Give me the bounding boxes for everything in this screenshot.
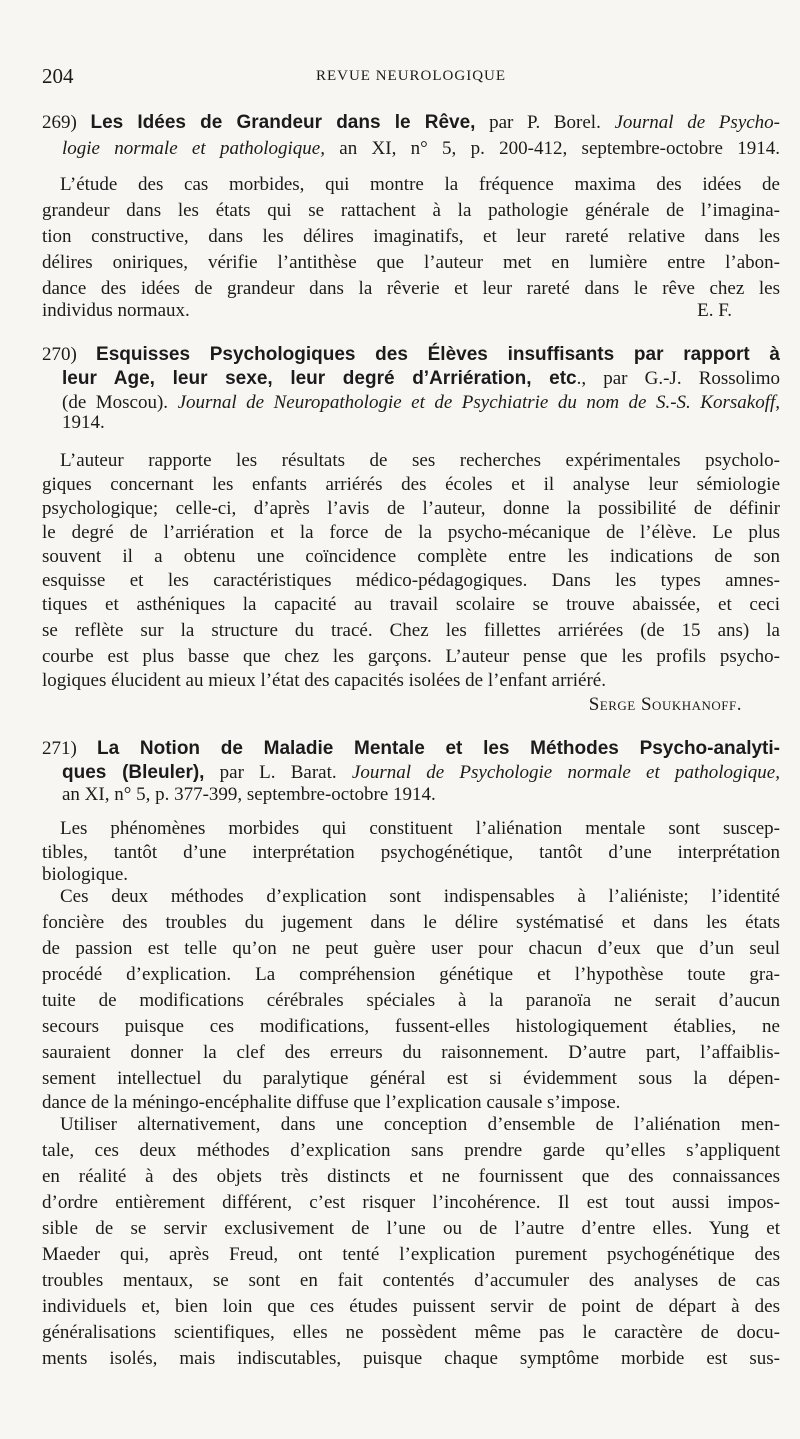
- body-line: Maeder qui, après Freud, ont tenté l’explication purement psychogénétique des: [42, 1244, 780, 1265]
- body-line: troubles mentaux, se sont en fait contentés d’accumuler des analyses de cas: [42, 1270, 780, 1291]
- body-line: le degré de l’arriération et la force de la psycho-mécanique de l’élève. Le plus: [42, 522, 780, 543]
- article-title: La Notion de Maladie Mentale et les Méthodes Psycho-analyti-: [97, 738, 780, 759]
- article-number: 271): [42, 738, 77, 759]
- article-journal: Journal de Psychologie normale et pathologique,: [351, 762, 780, 783]
- article-journal: logie normale et pathologique,: [62, 138, 325, 159]
- article-journal: Journal de Psycho-: [614, 112, 781, 133]
- article-number: 270): [42, 344, 77, 365]
- body-line: délires oniriques, vérifie l’antithèse que l’auteur met en lumière entre l’abon-: [42, 252, 780, 273]
- body-line-last: individus normaux.: [42, 300, 190, 321]
- article-title: leur Age, leur sexe, leur degré d’Arriération, etc: [62, 368, 577, 389]
- body-line: secours puisque ces modifications, fussent-elles histologiquement établies, ne: [42, 1016, 780, 1037]
- page-number: 204: [42, 64, 74, 88]
- article-number: 269): [42, 112, 77, 133]
- body-line: psychologique; celle-ci, d’après l’avis de l’auteur, donne la possibilité de définir: [42, 498, 780, 519]
- article-title: ques (Bleuler),: [62, 762, 205, 783]
- article-270-title-line-1: [42, 342, 780, 368]
- body-line: généralisations scientifiques, elles ne possèdent même pas le caractère de docu-: [42, 1322, 780, 1343]
- body-line: courbe est plus basse que chez les garçons. L’auteur pense que les profils psycho-: [42, 646, 780, 667]
- body-line: de passion est telle qu’on ne peut guère user pour chacun d’eux que d’un seul: [42, 938, 780, 959]
- article-271-title-line-1: [42, 736, 780, 762]
- article-citation: an XI, n° 5, p. 200-412, septembre-octobre 1914.: [324, 138, 780, 159]
- body-line: sement intellectuel du paralytique général est si évidemment sous la dépen-: [42, 1068, 780, 1089]
- article-signature: E. F.: [697, 300, 732, 321]
- body-line: tale, ces deux méthodes d’explication sans prendre garde qu’elles s’appliquent: [42, 1140, 780, 1161]
- body-line: Les phénomènes morbides qui constituent l’aliénation mentale sont suscep-: [60, 818, 780, 839]
- article-signature: Serge Soukhanoff.: [588, 694, 742, 715]
- body-line: L’auteur rapporte les résultats de ses recherches expérimentales psycholo-: [60, 450, 780, 471]
- running-head: REVUE NEUROLOGIQUE: [315, 68, 507, 84]
- article-author: par L. Barat.: [204, 762, 352, 783]
- article-author: par P. Borel.: [475, 112, 615, 133]
- article-title: Esquisses Psychologiques des Élèves insuffisants par rapport à: [96, 344, 781, 365]
- body-line-last: biologique.: [42, 864, 129, 885]
- article-title: Les Idées de Grandeur dans le Rêve,: [90, 112, 476, 133]
- body-line-last: dance de la méningo-encéphalite diffuse que l’explication causale s’impose.: [42, 1092, 621, 1113]
- body-line: dance des idées de grandeur dans la rêverie et leur rareté dans le rêve chez les: [42, 278, 780, 299]
- article-270-title-line-2: [62, 366, 780, 392]
- body-line: Utiliser alternativement, dans une conception d’ensemble de l’aliénation men-: [60, 1114, 780, 1135]
- body-line: tiques et asthéniques la capacité au travail scolaire se trouve abaissée, et ceci: [42, 594, 780, 615]
- body-line-last: logiques élucident au mieux l’état des capacités isolées de l’enfant arriéré.: [42, 670, 606, 691]
- article-269-title-line-1: [42, 110, 780, 136]
- body-line: ments isolés, mais indiscutables, puisque chaque symptôme morbide est sus-: [42, 1348, 780, 1369]
- article-269-title-line-2: [62, 136, 780, 162]
- body-line: Ces deux méthodes d’explication sont indispensables à l’aliéniste; l’identité: [60, 886, 780, 907]
- body-line: grandeur dans les états qui se rattachent à la pathologie générale de l’imagina-: [42, 200, 780, 221]
- article-author: ., par G.-J. Rossolimo: [576, 368, 780, 389]
- page-header: [42, 64, 780, 94]
- body-line: tuite de modifications cérébrales spéciales à la paranoïa ne serait d’aucun: [42, 990, 780, 1011]
- body-line: L’étude des cas morbides, qui montre la fréquence maxima des idées de: [60, 174, 780, 195]
- body-line: souvent il a obtenu une coïncidence complète entre les indications de son: [42, 546, 780, 567]
- body-line: en réalité à des objets très distincts et ne fournissent que des connaissances: [42, 1166, 780, 1187]
- body-line: tibles, tantôt d’une interprétation psychogénétique, tantôt d’une interprétation: [42, 842, 780, 863]
- article-271-title-line-3: an XI, n° 5, p. 377-399, septembre-octobre 1914.: [62, 784, 436, 805]
- article-journal: Journal de Neuropathologie et de Psychiatrie du nom de S.-S. Korsakoff,: [177, 392, 780, 413]
- body-line: sible de se servir exclusivement de l’une ou de l’autre d’entre elles. Yung et: [42, 1218, 780, 1239]
- body-line: esquisse et les caractéristiques médico-pédagogiques. Dans les types amnes-: [42, 570, 780, 591]
- body-line: sauraient donner la clef des erreurs du raisonnement. D’autre part, l’affaiblis-: [42, 1042, 780, 1063]
- article-citation: (de Moscou).: [62, 392, 178, 413]
- body-line: tion constructive, dans les délires imaginatifs, et leur rareté relative dans les: [42, 226, 780, 247]
- body-line: procédé d’explication. La compréhension génétique et l’hypothèse toute gra-: [42, 964, 780, 985]
- body-line: individuels et, bien loin que ces études puissent servir de point de départ à des: [42, 1296, 780, 1317]
- article-270-title-line-4: 1914.: [62, 412, 105, 433]
- body-line: d’ordre entièrement différent, c’est risquer l’incohérence. Il est tout aussi impos-: [42, 1192, 780, 1213]
- body-line: se reflète sur la structure du tracé. Chez les fillettes arriérées (de 15 ans) la: [42, 620, 780, 641]
- body-line: giques concernant les enfants arriérés des écoles et il analyse leur sémiologie: [42, 474, 780, 495]
- body-line: foncière des troubles du jugement dans le délire systématisé et dans les états: [42, 912, 780, 933]
